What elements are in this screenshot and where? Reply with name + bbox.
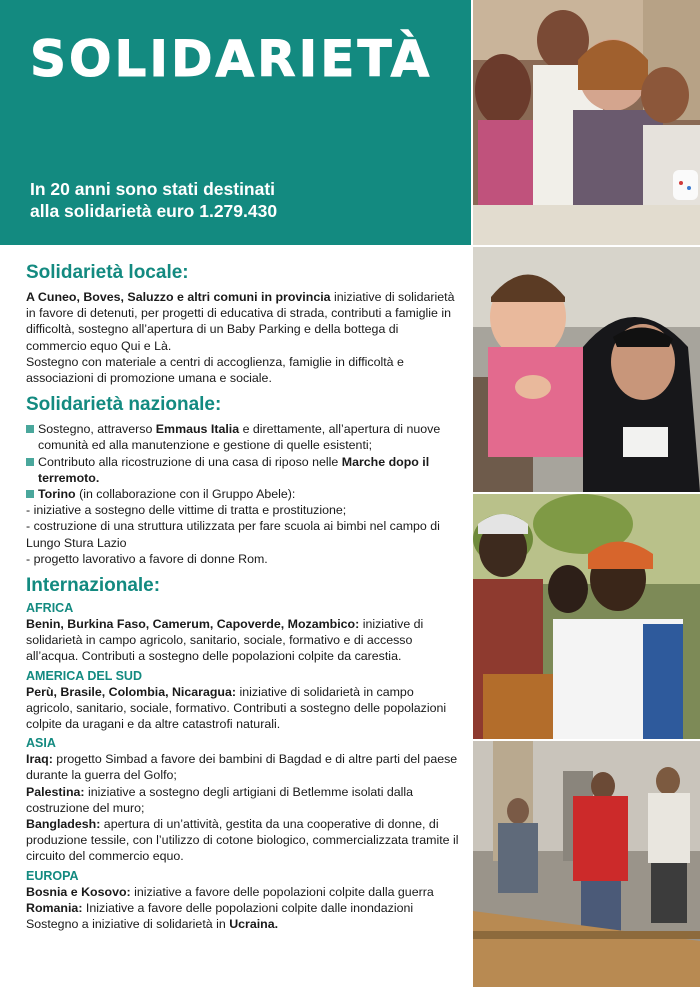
nazionale-bullet-emmaus	[26, 421, 462, 453]
section-internazionale	[26, 575, 462, 932]
locale-second-paragraph: Sostegno con materiale a centri di accoglienza, famiglie in difficoltà e associazioni di promozione umana e sociale.	[26, 354, 404, 386]
bangladesh-bold: Bangladesh:	[26, 817, 101, 832]
photo-column	[473, 0, 700, 987]
section-nazionale	[26, 394, 462, 567]
bosnia-text: iniziative a favore delle popolazioni colpite dalla guerra	[130, 884, 434, 899]
label-asia: ASIA	[26, 736, 56, 751]
photo-african-women	[473, 494, 700, 739]
iraq-text: progetto Simbad a favore dei bambini di Bagdad e di altre parti del paese durante la guerra del Golfo;	[26, 752, 458, 783]
section-locale	[26, 262, 462, 386]
b2-bold: Marche dopo il terremoto.	[38, 454, 430, 485]
label-africa: AFRICA	[26, 601, 74, 616]
nazionale-dash-2: - costruzione di una struttura utilizzata per fare scuola ai bimbi nel campo di Lungo Stura Lazio	[26, 519, 440, 550]
b3-bold: Torino	[38, 487, 76, 502]
heading-solidarieta-locale: Solidarietà locale:	[26, 262, 189, 283]
africa-text: iniziative di solidarietà in campo agricolo, sanitario, sociale, formativo e di accesso all’acqua. Contributi a sostegno delle popolazioni colpite da carestia.	[26, 617, 424, 664]
romania-text: Iniziative a favore delle popolazioni colpite dalle inondazioni	[82, 900, 414, 915]
b1-post: e direttamente, all’apertura di nuove comunità ed alla manutenzione e gestione di quelle esistenti;	[38, 422, 441, 453]
ucraina-pre: Sostegno a iniziative di solidarietà in	[26, 917, 230, 932]
photo-elderly-woman-children	[473, 0, 700, 245]
page-title: SOLIDARIETÀ	[30, 30, 433, 88]
heading-internazionale: Internazionale:	[26, 575, 161, 597]
palestina-paragraph	[26, 784, 462, 816]
main-content	[26, 262, 462, 932]
locale-lead-text: iniziative di solidarietà in favore di detenuti, per progetti di educativa di strada, contributi a famiglie in difficoltà, sostegno all’apertura di un Baby Parking e della bottega di commercio equo Qui e Là.	[26, 290, 455, 353]
b2-pre: Contributo alla ricostruzione di una casa di riposo nelle	[38, 454, 342, 469]
america-text: iniziative di solidarietà in campo agricolo, sanitario, sociale, formativo. Contributi a sostegno delle popolazioni colpite da uragani e da altre catastrofi naturali.	[26, 684, 447, 732]
nazionale-dash-3: - progetto lavorativo a favore di donne Rom.	[26, 551, 268, 566]
locale-lead-bold: A Cuneo, Boves, Saluzzo e altri comuni in provincia	[26, 290, 331, 304]
label-america-del-sud: AMERICA DEL SUD	[26, 668, 142, 683]
africa-paragraph	[26, 616, 462, 665]
ucraina-paragraph	[26, 916, 462, 932]
photo-mother-baby	[473, 247, 700, 492]
palestina-bold: Palestina:	[26, 784, 85, 799]
nazionale-bullet-torino	[26, 486, 462, 502]
header-banner	[0, 0, 471, 245]
ucraina-bold: Ucraina.	[229, 917, 279, 932]
heading-solidarieta-nazionale: Solidarietà nazionale:	[26, 394, 222, 416]
b3-post: (in collaborazione con il Gruppo Abele):	[75, 487, 296, 502]
b1-pre: Sostegno, attraverso	[38, 422, 156, 437]
africa-bold: Benin, Burkina Faso, Camerum, Capoverde, Mozambico:	[26, 617, 360, 632]
romania-paragraph	[26, 900, 462, 916]
nazionale-dash-1: - iniziative a sostegno delle vittime di tratta e prostituzione;	[26, 503, 347, 518]
photo-construction-workers	[473, 741, 700, 987]
iraq-paragraph	[26, 751, 462, 783]
america-bold: Perù, Brasile, Colombia, Nicaragua:	[26, 684, 237, 699]
subtitle-line-1: In 20 anni sono stati destinati	[30, 179, 276, 199]
bangladesh-text: apertura di un’attività, gestita da una cooperative di donne, di produzione tessile, con l’utilizzo di cotone biologico, commercializzata tramite il circuito del commercio equo.	[26, 817, 459, 864]
romania-bold: Romania:	[26, 900, 83, 915]
bosnia-paragraph	[26, 884, 462, 900]
bangladesh-paragraph	[26, 816, 462, 865]
iraq-bold: Iraq:	[26, 752, 53, 767]
palestina-text: iniziative a sostegno degli artigiani di Betlemme isolati dalla costruzione del muro;	[26, 784, 414, 815]
subtitle-line-2: alla solidarietà euro 1.279.430	[30, 201, 278, 221]
header-subtitle	[30, 178, 450, 222]
locale-paragraph	[26, 289, 462, 354]
bosnia-bold: Bosnia e Kosovo:	[26, 884, 131, 899]
america-paragraph	[26, 684, 462, 733]
label-europa: EUROPA	[26, 868, 79, 883]
b1-bold: Emmaus Italia	[155, 422, 240, 437]
nazionale-bullet-marche	[26, 454, 462, 486]
